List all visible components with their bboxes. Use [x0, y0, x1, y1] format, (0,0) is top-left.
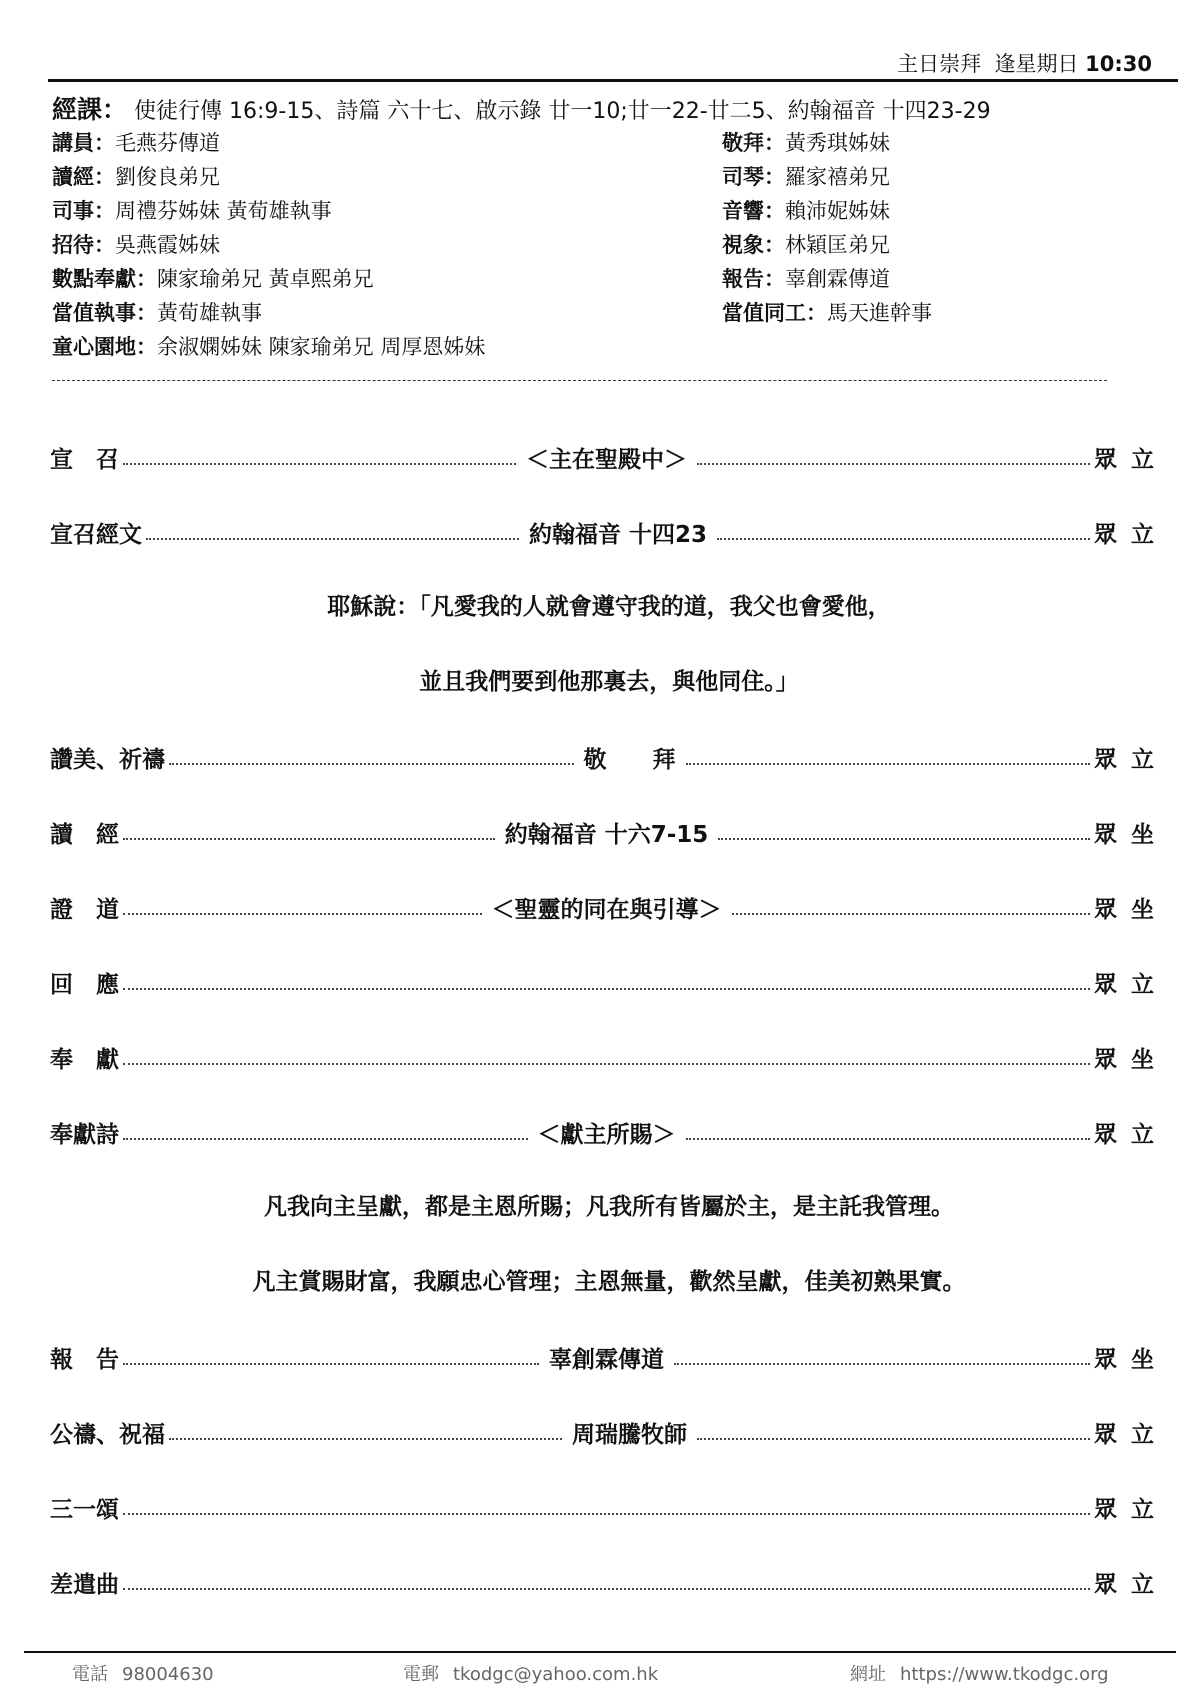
lectionary-label: 經課： [52, 95, 128, 124]
role-name: 黃荀雄執事 [157, 301, 262, 325]
email-label: 電郵 [403, 1664, 439, 1685]
item-center: ＜主在聖殿中＞ [526, 447, 687, 473]
top-rule [48, 79, 1178, 82]
item-title: 讀 經 [50, 822, 119, 848]
posture-congregation: 眾 [1094, 522, 1118, 548]
role-row [722, 262, 1152, 296]
order-item-response [50, 945, 1168, 1020]
bottom-rule [24, 1651, 1176, 1653]
posture [1094, 1116, 1168, 1149]
item-title: 證 道 [50, 897, 119, 923]
footer-email [403, 1660, 658, 1686]
role-label: 當值同工： [722, 301, 827, 325]
order-item-sermon [50, 870, 1168, 945]
posture-action: 立 [1131, 972, 1154, 998]
role-row [722, 160, 1152, 194]
item-title: 奉獻詩 [50, 1122, 119, 1148]
posture-action: 立 [1131, 1497, 1154, 1523]
leader-dots [717, 538, 1090, 540]
call-verse-text-line: 耶穌說：「凡愛我的人就會遵守我的道，我父也會愛他， [327, 594, 891, 620]
posture [1094, 1566, 1168, 1599]
roles-left-column [52, 126, 712, 364]
leader-dots [123, 988, 1090, 990]
item-title: 差遣曲 [50, 1572, 119, 1598]
posture-action: 坐 [1131, 822, 1155, 848]
role-name: 陳家瑜弟兄 黃卓熙弟兄 [157, 267, 374, 291]
item-title: 公禱、祝福 [50, 1422, 165, 1448]
role-name: 羅家禧弟兄 [785, 165, 890, 189]
dashed-divider [52, 380, 1107, 381]
role-row [722, 228, 1152, 262]
role-name: 劉俊良弟兄 [115, 165, 220, 189]
role-row [52, 330, 712, 364]
website-label: 網址 [850, 1664, 886, 1685]
role-label: 讀經： [52, 165, 115, 189]
role-label: 數點奉獻： [52, 267, 157, 291]
role-name: 辜創霖傳道 [785, 267, 890, 291]
leader-dots [123, 1588, 1090, 1590]
hymn-text-line: 凡主賞賜財富，我願忠心管理；主恩無量，歡然呈獻，佳美初熟果實。 [252, 1269, 966, 1295]
posture-congregation: 眾 [1094, 897, 1117, 923]
posture [1094, 441, 1168, 474]
leader-dots [123, 1363, 539, 1365]
item-center: 周瑞騰牧師 [572, 1422, 687, 1448]
leader-dots [123, 1513, 1090, 1515]
role-row [52, 126, 712, 160]
role-label: 視象： [722, 233, 785, 257]
roles-right-column [722, 126, 1152, 330]
website-link[interactable]: https://www.tkodgc.org [900, 1664, 1109, 1685]
order-item-sending [50, 1545, 1168, 1620]
leader-dots [718, 838, 1090, 840]
role-name: 賴沛妮姊妹 [785, 199, 890, 223]
posture [1094, 1341, 1168, 1374]
role-label: 報告： [722, 267, 785, 291]
leader-dots [169, 1438, 562, 1440]
call-verse-text-line: 並且我們要到他那裏去，與他同住。」 [419, 669, 799, 695]
posture-action: 立 [1131, 1122, 1154, 1148]
order-item-announcements [50, 1320, 1168, 1395]
leader-dots [123, 913, 482, 915]
role-label: 司琴： [722, 165, 785, 189]
item-title: 讚美、祈禱 [50, 747, 165, 773]
leader-dots [732, 913, 1091, 915]
leader-dots [123, 838, 495, 840]
role-name: 周禮芬姊妹 黃荀雄執事 [115, 199, 332, 223]
item-center: 敬 拜 [583, 747, 676, 773]
role-name: 余淑嫻姊妹 陳家瑜弟兄 周厚恩姊妹 [157, 335, 486, 359]
service-time-value: 10:30 [1085, 52, 1152, 76]
phone-label: 電話 [72, 1664, 108, 1685]
lectionary [52, 90, 991, 126]
role-name: 馬天進幹事 [827, 301, 932, 325]
footer-phone [72, 1660, 214, 1686]
posture [1094, 966, 1168, 999]
posture [1094, 516, 1168, 549]
posture-congregation: 眾 [1094, 822, 1118, 848]
posture [1094, 1491, 1168, 1524]
order-item-doxology [50, 1470, 1168, 1545]
order-of-service [50, 420, 1168, 1620]
role-name: 林穎匡弟兄 [785, 233, 890, 257]
hymn-text-line: 凡我向主呈獻，都是主恩所賜；凡我所有皆屬於主，是主託我管理。 [264, 1194, 954, 1220]
role-label: 招待： [52, 233, 115, 257]
leader-dots [686, 1138, 1091, 1140]
item-center: 辜創霖傳道 [549, 1347, 664, 1373]
posture-congregation: 眾 [1094, 1422, 1117, 1448]
schedule-label: 逢星期日 [994, 52, 1079, 76]
order-item-benediction [50, 1395, 1168, 1470]
leader-dots [169, 763, 574, 765]
lectionary-readings: 使徒行傳 16:9-15、詩篇 六十七、啟示錄 廿一10;廿一22-廿二5、約翰福音 十四23-29 [134, 99, 991, 124]
posture [1094, 816, 1168, 849]
item-center: ＜聖靈的同在與引導＞ [491, 897, 722, 923]
order-item-offering-hymn [50, 1095, 1168, 1170]
role-label: 當值執事： [52, 301, 157, 325]
leader-dots [674, 1363, 1090, 1365]
posture-congregation: 眾 [1094, 1047, 1117, 1073]
leader-dots [123, 1138, 528, 1140]
posture-congregation: 眾 [1094, 972, 1117, 998]
leader-dots [697, 1438, 1090, 1440]
posture-congregation: 眾 [1094, 1122, 1117, 1148]
leader-dots [697, 463, 1090, 465]
item-title: 宣召經文 [50, 522, 142, 548]
role-row [52, 194, 712, 228]
posture-action: 立 [1131, 747, 1154, 773]
item-title: 宣 召 [50, 447, 119, 473]
role-name: 吳燕霞姊妹 [115, 233, 220, 257]
role-label: 音響： [722, 199, 785, 223]
role-row [722, 126, 1152, 160]
item-title: 回 應 [50, 972, 119, 998]
service-time [897, 48, 1152, 78]
posture-action: 立 [1131, 1422, 1154, 1448]
posture-action: 立 [1131, 522, 1155, 548]
item-title: 三一頌 [50, 1497, 119, 1523]
posture-action: 坐 [1131, 1047, 1154, 1073]
item-title: 奉 獻 [50, 1047, 119, 1073]
leader-dots [123, 1063, 1090, 1065]
posture [1094, 1041, 1168, 1074]
item-title: 報 告 [50, 1347, 119, 1373]
role-label: 講員： [52, 131, 115, 155]
role-row [722, 296, 1152, 330]
order-item-call-verse [50, 495, 1168, 570]
order-item-offering [50, 1020, 1168, 1095]
item-center: 約翰福音 十四23 [529, 522, 708, 548]
posture-congregation: 眾 [1094, 447, 1117, 473]
posture-action: 立 [1131, 1572, 1154, 1598]
posture-congregation: 眾 [1094, 1572, 1117, 1598]
role-row [52, 296, 712, 330]
phone-value: 98004630 [122, 1664, 214, 1685]
leader-dots [123, 463, 516, 465]
item-center: 約翰福音 十六7-15 [504, 822, 709, 848]
posture-action: 坐 [1131, 897, 1154, 923]
role-row [52, 160, 712, 194]
posture [1094, 1416, 1168, 1449]
posture-action: 坐 [1131, 1347, 1154, 1373]
footer-website [850, 1660, 1109, 1686]
posture-congregation: 眾 [1094, 747, 1117, 773]
footer [0, 1660, 1200, 1690]
role-row [722, 194, 1152, 228]
service-label: 主日崇拜 [897, 52, 982, 76]
posture-action: 立 [1131, 447, 1154, 473]
item-center: ＜獻主所賜＞ [537, 1122, 676, 1148]
role-row [52, 228, 712, 262]
leader-dots [686, 763, 1091, 765]
posture-congregation: 眾 [1094, 1347, 1117, 1373]
order-item-worship [50, 720, 1168, 795]
order-item-call [50, 420, 1168, 495]
role-name: 黃秀琪姊妹 [785, 131, 890, 155]
role-row [52, 262, 712, 296]
order-item-reading [50, 795, 1168, 870]
role-label: 童心園地： [52, 335, 157, 359]
role-label: 敬拜： [722, 131, 785, 155]
leader-dots [146, 538, 519, 540]
email-link[interactable]: tkodgc@yahoo.com.hk [453, 1664, 659, 1685]
posture [1094, 891, 1168, 924]
posture [1094, 741, 1168, 774]
posture-congregation: 眾 [1094, 1497, 1117, 1523]
role-name: 毛燕芬傳道 [115, 131, 220, 155]
role-label: 司事： [52, 199, 115, 223]
